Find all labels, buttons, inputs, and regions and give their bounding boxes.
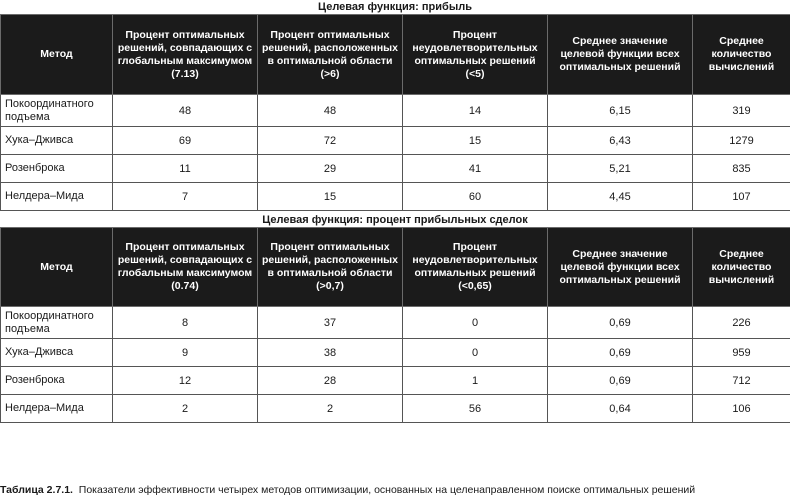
cell: 6,43 xyxy=(548,127,693,155)
table-row xyxy=(1,367,790,395)
cell: 14 xyxy=(403,95,548,127)
cell: 38 xyxy=(258,339,403,367)
cell: 959 xyxy=(693,339,790,367)
table-row xyxy=(1,155,790,183)
cell: 319 xyxy=(693,95,790,127)
method-cell: Розенброка xyxy=(1,367,113,395)
header-row xyxy=(1,15,790,95)
header-method: Метод xyxy=(1,228,113,307)
table-row xyxy=(1,127,790,155)
cell: 2 xyxy=(113,395,258,423)
header-row xyxy=(1,228,790,307)
header-global-max: Процент оптимальных решений, совпадающих с глобальным максимумом (7.13) xyxy=(113,15,258,95)
cell: 48 xyxy=(113,95,258,127)
cell: 1279 xyxy=(693,127,790,155)
cell: 11 xyxy=(113,155,258,183)
method-cell: Розенброка xyxy=(1,155,113,183)
header-average-value: Среднее значение целевой функции всех оптимальных решений xyxy=(548,228,693,307)
cell: 106 xyxy=(693,395,790,423)
method-cell: Покоординатного подъема xyxy=(1,95,113,127)
header-average-count: Среднее количество вычислений xyxy=(693,228,790,307)
header-average-value: Среднее значение целевой функции всех оптимальных решений xyxy=(548,15,693,95)
cell: 0,69 xyxy=(548,339,693,367)
cell: 15 xyxy=(258,183,403,211)
cell: 0 xyxy=(403,339,548,367)
cell: 107 xyxy=(693,183,790,211)
method-cell: Хука–Дживса xyxy=(1,127,113,155)
cell: 48 xyxy=(258,95,403,127)
table-row xyxy=(1,183,790,211)
table-row xyxy=(1,339,790,367)
cell: 2 xyxy=(258,395,403,423)
results-table-win-rate xyxy=(0,227,790,423)
cell: 28 xyxy=(258,367,403,395)
cell: 15 xyxy=(403,127,548,155)
cell: 226 xyxy=(693,307,790,339)
method-cell: Нелдера–Мида xyxy=(1,395,113,423)
cell: 5,21 xyxy=(548,155,693,183)
cell: 56 xyxy=(403,395,548,423)
table-row xyxy=(1,95,790,127)
header-optimal-area: Процент оптимальных решений, расположенных в оптимальной области (>6) xyxy=(258,15,403,95)
cell: 0,69 xyxy=(548,307,693,339)
header-unsatisfactory: Процент неудовлетворительных оптимальных решений (<5) xyxy=(403,15,548,95)
cell: 8 xyxy=(113,307,258,339)
results-table-profit xyxy=(0,14,790,211)
table1-caption: Целевая функция: прибыль xyxy=(318,1,472,13)
method-cell: Покоординатного подъема xyxy=(1,307,113,339)
cell: 72 xyxy=(258,127,403,155)
footnote-text: Показатели эффективности четырех методов оптимизации, основанных на целенаправленном поиске оптимальных решений xyxy=(78,484,696,496)
cell: 4,45 xyxy=(548,183,693,211)
method-cell: Хука–Дживса xyxy=(1,339,113,367)
cell: 12 xyxy=(113,367,258,395)
cell: 0,64 xyxy=(548,395,693,423)
cell: 0,69 xyxy=(548,367,693,395)
cell: 41 xyxy=(403,155,548,183)
header-method: Метод xyxy=(1,15,113,95)
cell: 69 xyxy=(113,127,258,155)
table-footnote xyxy=(0,485,695,496)
cell: 9 xyxy=(113,339,258,367)
header-global-max: Процент оптимальных решений, совпадающих с глобальным максимумом (0.74) xyxy=(113,228,258,307)
cell: 835 xyxy=(693,155,790,183)
footnote-label: Таблица 2.7.1. xyxy=(0,484,73,496)
table2-caption: Целевая функция: процент прибыльных сделок xyxy=(262,214,528,226)
cell: 1 xyxy=(403,367,548,395)
header-average-count: Среднее количество вычислений xyxy=(693,15,790,95)
cell: 29 xyxy=(258,155,403,183)
method-cell: Нелдера–Мида xyxy=(1,183,113,211)
cell: 6,15 xyxy=(548,95,693,127)
header-optimal-area: Процент оптимальных решений, расположенных в оптимальной области (>0,7) xyxy=(258,228,403,307)
cell: 712 xyxy=(693,367,790,395)
cell: 60 xyxy=(403,183,548,211)
table-row xyxy=(1,395,790,423)
table-row xyxy=(1,307,790,339)
header-unsatisfactory: Процент неудовлетворительных оптимальных решений (<0,65) xyxy=(403,228,548,307)
cell: 7 xyxy=(113,183,258,211)
cell: 0 xyxy=(403,307,548,339)
cell: 37 xyxy=(258,307,403,339)
